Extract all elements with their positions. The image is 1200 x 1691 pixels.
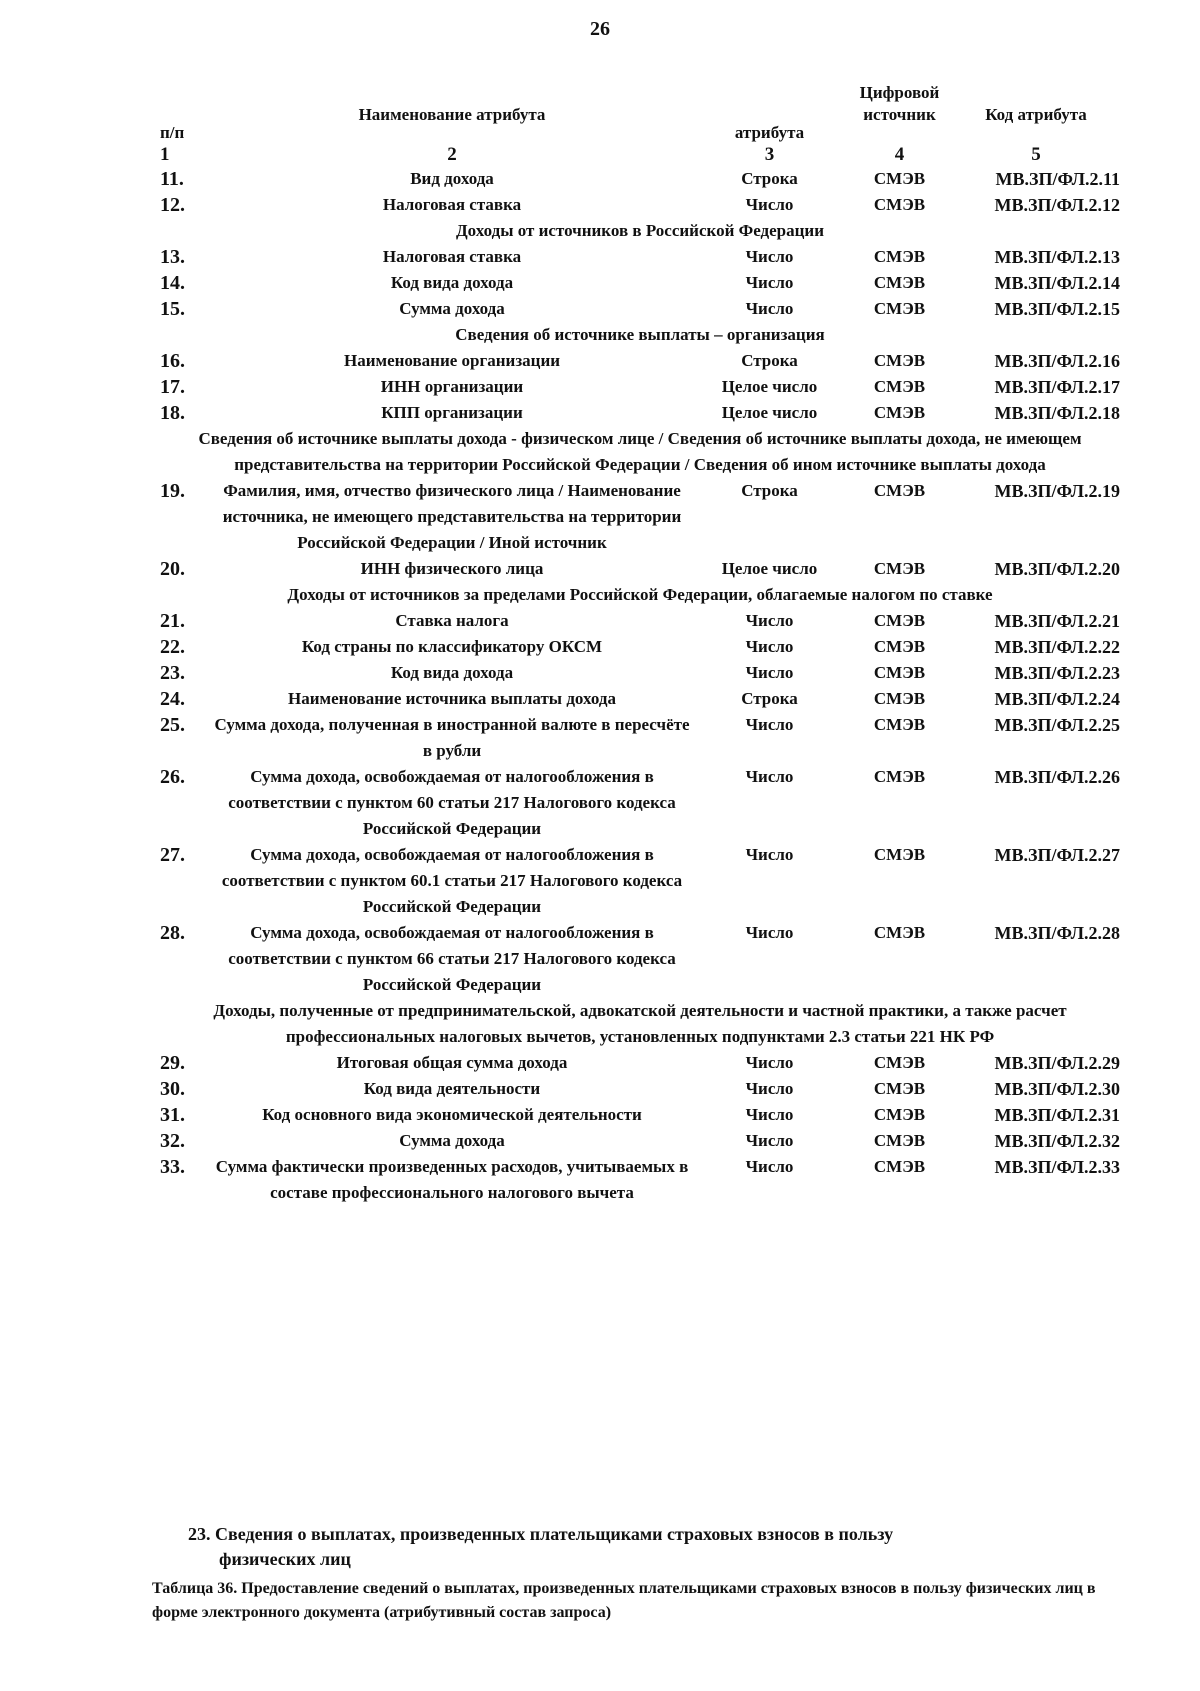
row-number: 17. — [160, 376, 185, 398]
table-body — [160, 166, 1120, 1206]
attribute-code: МВ.ЗП/ФЛ.2.13 — [994, 247, 1120, 267]
attribute-name: Наименование источника выплаты дохода — [288, 689, 616, 708]
attribute-code: МВ.ЗП/ФЛ.2.33 — [994, 1157, 1120, 1177]
attribute-name: ИНН организации — [380, 377, 524, 396]
digital-source: СМЭВ — [873, 611, 926, 630]
section-heading-line2: физических лиц — [219, 1549, 351, 1569]
row-number: 22. — [160, 636, 185, 658]
table-row — [160, 634, 1120, 660]
attribute-name: Сумма дохода — [399, 1131, 505, 1150]
table-row — [160, 374, 1120, 400]
table-caption: Таблица 36. Предоставление сведений о выплатах, произведенных плательщиками страховых взносов в пользу физических лиц в форме электронного документа (атрибутивный состав запроса) — [152, 1580, 1096, 1621]
table-section-row — [160, 426, 1120, 478]
table-row — [160, 244, 1120, 270]
attribute-code: МВ.ЗП/ФЛ.2.11 — [995, 169, 1120, 189]
attribute-name: Код страны по классификатору ОКСМ — [301, 637, 603, 656]
digital-source: СМЭВ — [873, 1131, 926, 1150]
attribute-code: МВ.ЗП/ФЛ.2.19 — [994, 481, 1120, 501]
attribute-code: МВ.ЗП/ФЛ.2.17 — [994, 377, 1120, 397]
table-section-row — [160, 322, 1120, 348]
table-row — [160, 608, 1120, 634]
digital-source: СМЭВ — [873, 845, 926, 864]
attribute-code: МВ.ЗП/ФЛ.2.16 — [994, 351, 1120, 371]
digital-source: СМЭВ — [873, 273, 926, 292]
digital-source: СМЭВ — [873, 923, 926, 942]
table-row — [160, 842, 1120, 920]
attribute-type: Число — [745, 845, 794, 864]
row-number: 32. — [160, 1130, 185, 1152]
attribute-name: КПП организации — [381, 403, 523, 422]
attribute-code: МВ.ЗП/ФЛ.2.28 — [994, 923, 1120, 943]
digital-source: СМЭВ — [873, 403, 926, 422]
row-number: 31. — [160, 1104, 185, 1126]
table-row — [160, 556, 1120, 582]
attribute-type: Число — [745, 923, 794, 942]
header-source: Цифровой источник — [859, 83, 940, 124]
digital-source: СМЭВ — [873, 1105, 926, 1124]
table-section-row — [160, 582, 1120, 608]
attribute-name: Сумма дохода — [399, 299, 505, 318]
attribute-name: Код вида дохода — [390, 273, 514, 292]
row-number: 13. — [160, 246, 185, 268]
attribute-name: Ставка налога — [395, 611, 509, 630]
digital-source: СМЭВ — [873, 1157, 926, 1176]
attribute-name: Сумма дохода, полученная в иностранной валюте в пересчёте в рубли — [214, 715, 690, 760]
attribute-code: МВ.ЗП/ФЛ.2.29 — [994, 1053, 1120, 1073]
attribute-name: Сумма дохода, освобождаемая от налогообложения в соответствии с пунктом 66 статьи 217 Налогового кодекса Российской Федерации — [228, 923, 676, 994]
table-section-title: Сведения об источнике выплаты дохода - физическом лице / Сведения об источнике выплаты дохода, не имеющем представительства на территории Российской Федерации / Сведения об ином источнике выплаты дохода — [198, 429, 1082, 474]
digital-source: СМЭВ — [873, 351, 926, 370]
digital-source: СМЭВ — [873, 663, 926, 682]
digital-source: СМЭВ — [873, 1053, 926, 1072]
attribute-type: Число — [745, 611, 794, 630]
digital-source: СМЭВ — [873, 559, 926, 578]
table-row — [160, 166, 1120, 192]
attribute-name: Код вида дохода — [390, 663, 514, 682]
attribute-code: МВ.ЗП/ФЛ.2.25 — [994, 715, 1120, 735]
table-section-row — [160, 998, 1120, 1050]
colnum-4: 4 — [894, 144, 905, 165]
table-row — [160, 712, 1120, 764]
row-number: 25. — [160, 714, 185, 736]
attribute-type: Число — [745, 637, 794, 656]
attribute-code: МВ.ЗП/ФЛ.2.12 — [994, 195, 1120, 215]
row-number: 26. — [160, 766, 185, 788]
row-number: 12. — [160, 194, 185, 216]
table-row — [160, 1154, 1120, 1206]
attribute-code: МВ.ЗП/ФЛ.2.21 — [994, 611, 1120, 631]
attribute-code: МВ.ЗП/ФЛ.2.31 — [994, 1105, 1120, 1125]
colnum-1: 1 — [160, 144, 170, 165]
attribute-type: Число — [745, 1105, 794, 1124]
attribute-type: Число — [745, 247, 794, 266]
table-section-title: Сведения об источнике выплаты – организация — [455, 325, 825, 344]
table-section-title: Доходы, полученные от предпринимательской, адвокатской деятельности и частной практики, а также расчет профессиональных налоговых вычетов, установленных подпунктами 2.3 статьи 221 НК РФ — [213, 1001, 1067, 1046]
attribute-type: Целое число — [721, 377, 818, 396]
column-number-row — [160, 144, 1120, 166]
table-row — [160, 192, 1120, 218]
digital-source: СМЭВ — [873, 767, 926, 786]
row-number: 14. — [160, 272, 185, 294]
digital-source: СМЭВ — [873, 689, 926, 708]
table-row — [160, 270, 1120, 296]
table-row — [160, 400, 1120, 426]
colnum-3: 3 — [764, 144, 775, 165]
row-number: 19. — [160, 480, 185, 502]
table-row — [160, 1076, 1120, 1102]
attribute-name: Фамилия, имя, отчество физического лица / Наименование источника, не имеющего представительства на территории Российской Федерации / Иной источник — [222, 481, 682, 552]
attribute-name: Сумма дохода, освобождаемая от налогообложения в соответствии с пунктом 60.1 статьи 217 Налогового кодекса Российской Федерации — [221, 845, 683, 916]
attribute-type: Целое число — [721, 403, 818, 422]
attribute-code: МВ.ЗП/ФЛ.2.27 — [994, 845, 1120, 865]
row-number: 15. — [160, 298, 185, 320]
row-number: 20. — [160, 558, 185, 580]
row-number: 33. — [160, 1156, 185, 1178]
table-row — [160, 1050, 1120, 1076]
header-num: п/п — [160, 123, 185, 142]
digital-source: СМЭВ — [873, 299, 926, 318]
row-number: 18. — [160, 402, 185, 424]
row-number: 16. — [160, 350, 185, 372]
attribute-type: Число — [745, 715, 794, 734]
table-row — [160, 920, 1120, 998]
table-row — [160, 764, 1120, 842]
attribute-code: МВ.ЗП/ФЛ.2.22 — [994, 637, 1120, 657]
digital-source: СМЭВ — [873, 637, 926, 656]
attribute-name: Сумма фактически произведенных расходов, учитываемых в составе профессионального налогового вычета — [215, 1157, 689, 1202]
attribute-type: Число — [745, 1079, 794, 1098]
row-number: 21. — [160, 610, 185, 632]
attribute-name: ИНН физического лица — [360, 559, 544, 578]
header-code: Код атрибута — [985, 105, 1087, 124]
row-number: 30. — [160, 1078, 185, 1100]
attribute-type: Число — [745, 1053, 794, 1072]
page-number: 26 — [590, 18, 610, 40]
attribute-name: Вид дохода — [410, 169, 494, 188]
attribute-type: Число — [745, 1131, 794, 1150]
attribute-code: МВ.ЗП/ФЛ.2.20 — [994, 559, 1120, 579]
colnum-2: 2 — [447, 144, 457, 165]
colnum-5: 5 — [1031, 144, 1041, 165]
attribute-name: Наименование организации — [343, 351, 561, 370]
digital-source: СМЭВ — [873, 481, 926, 500]
attribute-type: Число — [745, 767, 794, 786]
row-number: 27. — [160, 844, 185, 866]
attribute-name: Налоговая ставка — [382, 247, 522, 266]
table-row — [160, 660, 1120, 686]
table-row — [160, 296, 1120, 322]
table-row — [160, 348, 1120, 374]
section-heading-line1: 23. Сведения о выплатах, произведенных плательщиками страховых взносов в пользу — [188, 1524, 894, 1544]
table-section-title: Доходы от источников за пределами Российской Федерации, облагаемые налогом по ставке — [287, 585, 993, 604]
digital-source: СМЭВ — [873, 377, 926, 396]
attribute-type: Строка — [741, 481, 798, 500]
attribute-type: Строка — [741, 169, 798, 188]
attribute-code: МВ.ЗП/ФЛ.2.30 — [994, 1079, 1120, 1099]
attribute-name: Итоговая общая сумма дохода — [336, 1053, 568, 1072]
digital-source: СМЭВ — [873, 715, 926, 734]
attribute-type: Целое число — [721, 559, 818, 578]
attribute-name: Код основного вида экономической деятельности — [262, 1105, 642, 1124]
table-row — [160, 478, 1120, 556]
attribute-code: МВ.ЗП/ФЛ.2.18 — [994, 403, 1120, 423]
attribute-code: МВ.ЗП/ФЛ.2.14 — [994, 273, 1120, 293]
attribute-code: МВ.ЗП/ФЛ.2.15 — [994, 299, 1120, 319]
attribute-type: Число — [745, 1157, 794, 1176]
table-row — [160, 1128, 1120, 1154]
attribute-type: Число — [745, 663, 794, 682]
attribute-type: Число — [745, 299, 794, 318]
row-number: 28. — [160, 922, 185, 944]
attribute-type: Число — [745, 273, 794, 292]
attribute-type: Число — [745, 195, 794, 214]
table-header — [160, 82, 1120, 166]
table-section-row — [160, 218, 1120, 244]
header-name: Наименование атрибута — [358, 105, 546, 124]
attribute-code: МВ.ЗП/ФЛ.2.24 — [994, 689, 1120, 709]
row-number: 29. — [160, 1052, 185, 1074]
table-header-row — [160, 82, 1120, 144]
digital-source: СМЭВ — [873, 1079, 926, 1098]
row-number: 23. — [160, 662, 185, 684]
attribute-type: Строка — [741, 351, 798, 370]
digital-source: СМЭВ — [873, 195, 926, 214]
attribute-code: МВ.ЗП/ФЛ.2.32 — [994, 1131, 1120, 1151]
digital-source: СМЭВ — [873, 247, 926, 266]
digital-source: СМЭВ — [873, 169, 926, 188]
header-type: атрибута — [734, 123, 805, 142]
table-section-title: Доходы от источников в Российской Федерации — [455, 221, 825, 240]
attribute-code: МВ.ЗП/ФЛ.2.23 — [994, 663, 1120, 683]
attribute-name: Код вида деятельности — [363, 1079, 541, 1098]
table-row — [160, 686, 1120, 712]
row-number: 11. — [160, 168, 184, 190]
section-heading — [188, 1522, 1088, 1572]
attribute-table — [160, 82, 1120, 1206]
attribute-type: Строка — [741, 689, 798, 708]
attribute-name: Сумма дохода, освобождаемая от налогообложения в соответствии с пунктом 60 статьи 217 Налогового кодекса Российской Федерации — [228, 767, 676, 838]
attribute-name: Налоговая ставка — [382, 195, 522, 214]
table-row — [160, 1102, 1120, 1128]
row-number: 24. — [160, 688, 185, 710]
attribute-code: МВ.ЗП/ФЛ.2.26 — [994, 767, 1120, 787]
